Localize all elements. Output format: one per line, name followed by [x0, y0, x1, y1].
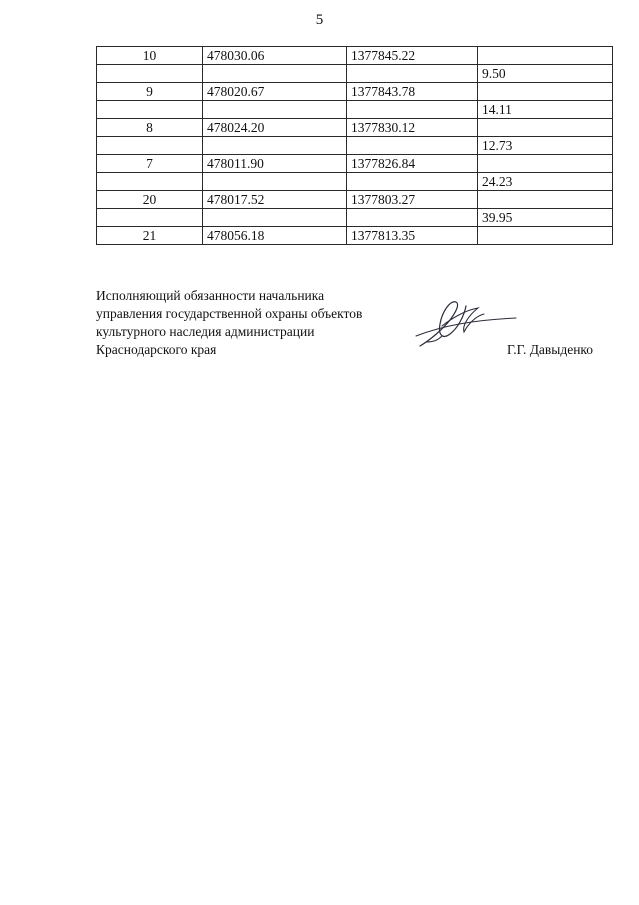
x-coordinate-cell: 478011.90 [203, 155, 347, 173]
x-coordinate-cell [203, 173, 347, 191]
signatory-position-line: Краснодарского края [96, 342, 217, 357]
x-coordinate-cell: 478030.06 [203, 47, 347, 65]
table-row-point [97, 119, 613, 137]
y-coordinate-cell [347, 65, 478, 83]
signer-name: Г.Г. Давыденко [507, 342, 594, 357]
x-coordinate-cell [203, 137, 347, 155]
table-row-distance [97, 101, 613, 119]
point-number-cell [97, 65, 203, 83]
table-row-distance [97, 209, 613, 227]
point-number-cell: 7 [97, 155, 203, 173]
y-coordinate-cell [347, 101, 478, 119]
table-row-distance [97, 137, 613, 155]
y-coordinate-cell: 1377826.84 [347, 155, 478, 173]
table-row-point [97, 191, 613, 209]
page-number: 5 [315, 12, 324, 28]
point-number-cell: 8 [97, 119, 203, 137]
point-number-cell [97, 101, 203, 119]
point-number-cell [97, 209, 203, 227]
x-coordinate-cell: 478024.20 [203, 119, 347, 137]
distance-cell: 24.23 [478, 173, 613, 191]
table-row-distance [97, 65, 613, 83]
signature-block [96, 287, 362, 359]
coordinates-table-body [97, 47, 613, 245]
y-coordinate-cell [347, 209, 478, 227]
point-number-cell: 21 [97, 227, 203, 245]
x-coordinate-cell: 478056.18 [203, 227, 347, 245]
point-number-cell [97, 173, 203, 191]
y-coordinate-cell: 1377813.35 [347, 227, 478, 245]
x-coordinate-cell [203, 209, 347, 227]
y-coordinate-cell: 1377845.22 [347, 47, 478, 65]
handwritten-signature [412, 296, 522, 352]
table-row-distance [97, 173, 613, 191]
y-coordinate-cell [347, 173, 478, 191]
x-coordinate-cell [203, 101, 347, 119]
distance-cell: 9.50 [478, 65, 613, 83]
distance-cell: 39.95 [478, 209, 613, 227]
table-row-point [97, 155, 613, 173]
x-coordinate-cell: 478020.67 [203, 83, 347, 101]
coordinates-table [96, 46, 613, 245]
distance-cell [478, 83, 613, 101]
signatory-position-line: Исполняющий обязанности начальника [96, 288, 325, 303]
y-coordinate-cell: 1377830.12 [347, 119, 478, 137]
distance-cell [478, 155, 613, 173]
y-coordinate-cell: 1377803.27 [347, 191, 478, 209]
distance-cell [478, 119, 613, 137]
point-number-cell: 20 [97, 191, 203, 209]
distance-cell: 14.11 [478, 101, 613, 119]
signatory-position-line: управления государственной охраны объектов [96, 306, 363, 321]
distance-cell: 12.73 [478, 137, 613, 155]
x-coordinate-cell: 478017.52 [203, 191, 347, 209]
table-row-point [97, 83, 613, 101]
distance-cell [478, 191, 613, 209]
x-coordinate-cell [203, 65, 347, 83]
table-row-point [97, 227, 613, 245]
point-number-cell [97, 137, 203, 155]
point-number-cell: 9 [97, 83, 203, 101]
distance-cell [478, 47, 613, 65]
table-row-point [97, 47, 613, 65]
y-coordinate-cell: 1377843.78 [347, 83, 478, 101]
distance-cell [478, 227, 613, 245]
signatory-position-line: культурного наследия администрации [96, 324, 315, 339]
point-number-cell: 10 [97, 47, 203, 65]
y-coordinate-cell [347, 137, 478, 155]
